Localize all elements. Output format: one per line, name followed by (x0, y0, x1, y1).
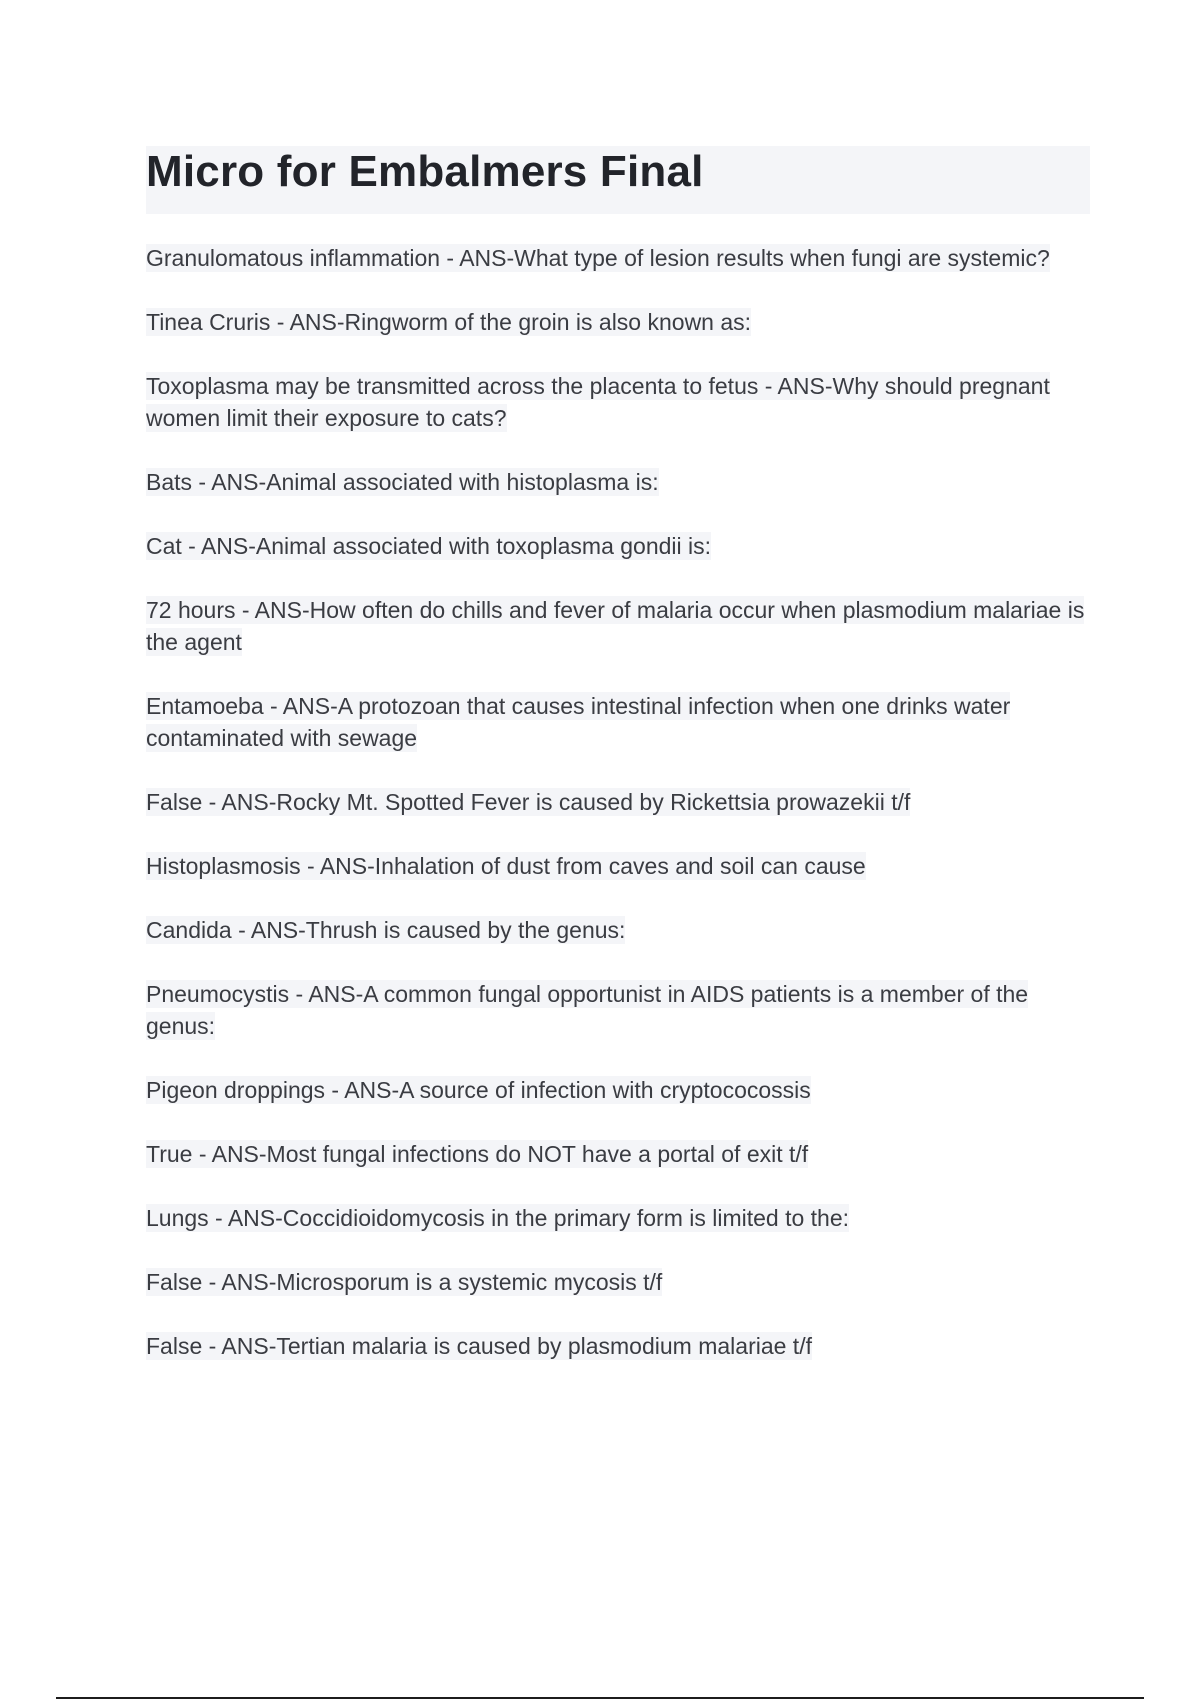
qa-text: Entamoeba - ANS-A protozoan that causes intestinal infection when one drinks water contaminated with sewage (146, 693, 1011, 751)
qa-text: False - ANS-Tertian malaria is caused by plasmodium malariae t/f (146, 1333, 812, 1359)
list-item (146, 370, 1090, 434)
qa-text: 72 hours - ANS-How often do chills and fever of malaria occur when plasmodium malariae is the agent (146, 597, 1085, 655)
qa-text: False - ANS-Microsporum is a systemic mycosis t/f (146, 1269, 663, 1295)
qa-text: False - ANS-Rocky Mt. Spotted Fever is caused by Rickettsia prowazekii t/f (146, 789, 911, 815)
qa-text: Cat - ANS-Animal associated with toxoplasma gondii is: (146, 533, 712, 559)
qa-text: Granulomatous inflammation - ANS-What type of lesion results when fungi are systemic? (146, 245, 1050, 271)
qa-text: Pneumocystis - ANS-A common fungal opportunist in AIDS patients is a member of the genus: (146, 981, 1029, 1039)
qa-text: Candida - ANS-Thrush is caused by the genus: (146, 917, 626, 943)
qa-text: Bats - ANS-Animal associated with histoplasma is: (146, 469, 659, 495)
list-item (146, 1266, 1090, 1298)
list-item (146, 466, 1090, 498)
list-item (146, 786, 1090, 818)
list-item (146, 1138, 1090, 1170)
list-item (146, 978, 1090, 1042)
qa-text: True - ANS-Most fungal infections do NOT have a portal of exit t/f (146, 1141, 809, 1167)
list-item (146, 242, 1090, 274)
list-item (146, 914, 1090, 946)
list-item (146, 1074, 1090, 1106)
page-title: Micro for Embalmers Final (146, 147, 704, 196)
qa-text: Lungs - ANS-Coccidioidomycosis in the primary form is limited to the: (146, 1205, 850, 1231)
list-item (146, 1330, 1090, 1362)
qa-text: Toxoplasma may be transmitted across the placenta to fetus - ANS-Why should pregnant women limit their exposure to cats? (146, 373, 1050, 431)
list-item (146, 1202, 1090, 1234)
footer-divider (56, 1697, 1144, 1699)
list-item (146, 850, 1090, 882)
list-item (146, 530, 1090, 562)
qa-text: Histoplasmosis - ANS-Inhalation of dust from caves and soil can cause (146, 853, 866, 879)
list-item (146, 306, 1090, 338)
qa-text: Pigeon droppings - ANS-A source of infection with cryptococossis (146, 1077, 811, 1103)
qa-text: Tinea Cruris - ANS-Ringworm of the groin is also known as: (146, 309, 752, 335)
qa-list (146, 242, 1090, 1394)
list-item (146, 594, 1090, 658)
list-item (146, 690, 1090, 754)
